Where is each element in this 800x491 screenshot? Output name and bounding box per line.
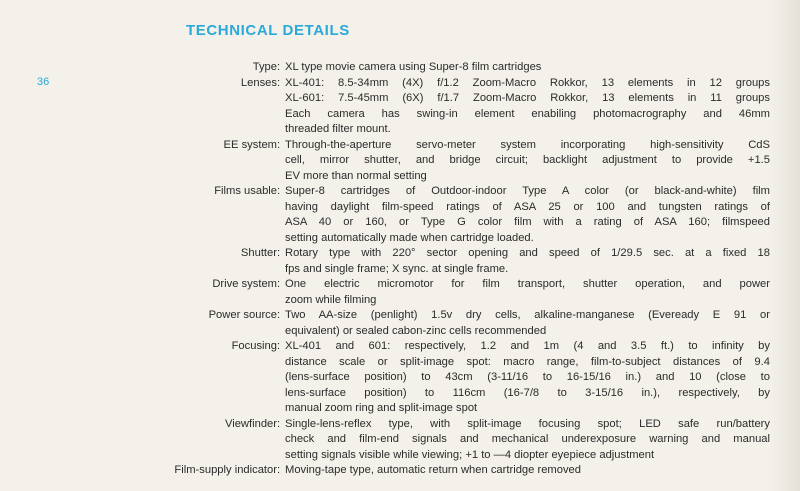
spec-value-line: Rotary type with 220° sector opening and speed of 1/29.5 sec. at a fixed 18	[285, 247, 770, 259]
page-number: 36	[37, 76, 50, 88]
spec-label: Shutter	[240, 247, 277, 259]
spec-value-line: Two AA-size (penlight) 1.5v dry cells, alkaline-manganese (Eveready E 91 or	[285, 309, 770, 321]
spec-value-line: XL-401: 8.5-34mm (4X) f/1.2 Zoom-Macro Rokkor, 13 elements in 12 groups	[285, 76, 770, 89]
spec-value-line: XL type movie camera using Super-8 film cartridges	[285, 61, 542, 73]
spec-colon: :	[277, 247, 281, 259]
spec-label: Type	[252, 61, 277, 73]
spec-value-line: setting automatically made when cartridge loaded.	[285, 231, 534, 244]
spec-value	[285, 60, 770, 76]
spec-row	[0, 246, 780, 277]
spec-value	[285, 308, 770, 339]
spec-value-line: having daylight film-speed ratings of ASA 25 or 100 and tungsten ratings of	[285, 200, 770, 213]
spec-row	[0, 463, 780, 479]
spec-value-line: XL-401 and 601: respectively, 1.2 and 1m (4 and 3.5 ft.) to infinity by	[285, 340, 770, 352]
spec-value	[285, 184, 770, 246]
spec-value-line: fps and single frame; X sync. at single frame.	[285, 262, 509, 275]
spec-value-line: check and film-end signals and mechanical underexposure warning and manual	[285, 433, 770, 445]
spec-colon: :	[277, 309, 281, 321]
spec-colon: :	[277, 138, 281, 151]
spec-value-line: ASA 40 or 160, or Type G color film with a rating of ASA 160; filmspeed	[285, 216, 770, 228]
spec-value-line: zoom while filming	[285, 293, 377, 306]
spec-value-line: lens-surface position) to 116cm (16-7/8 to 3-15/16 in.), respectively, by	[285, 386, 770, 399]
spec-label: Power source	[208, 309, 277, 321]
spec-value	[285, 463, 770, 479]
spec-value-line: Super-8 cartridges of Outdoor-indoor Type A color (or black-and-white) film	[285, 185, 770, 197]
spec-colon: :	[277, 61, 281, 73]
spec-row	[0, 417, 780, 464]
spec-value	[285, 246, 770, 277]
spec-colon: :	[277, 340, 281, 352]
spec-value-line: distance scale or split-image spot: macro range, film-to-subject distances of 9.4	[285, 355, 770, 368]
spec-label: Lenses	[240, 76, 277, 89]
spec-colon: :	[277, 76, 281, 89]
spec-value	[285, 417, 770, 464]
spec-label: EE system	[223, 138, 277, 151]
spec-row	[0, 184, 780, 246]
spec-colon: :	[277, 278, 281, 290]
spec-label: Drive system	[212, 278, 277, 290]
spec-value-line: EV more than normal setting	[285, 169, 427, 182]
spec-value-line: cell, mirror shutter, and bridge circuit; backlight adjustment to provide +1.5	[285, 154, 770, 166]
spec-list	[0, 60, 780, 479]
spec-value-line: Moving-tape type, automatic return when cartridge removed	[285, 464, 581, 476]
spec-label: Viewfinder	[224, 417, 277, 430]
spec-value	[285, 277, 770, 308]
spec-row	[0, 138, 780, 185]
spec-label: Focusing	[231, 340, 277, 352]
spec-colon: :	[277, 464, 281, 476]
spec-value-line: equivalent) or sealed cabon-zinc cells recommended	[285, 324, 547, 337]
spec-row	[0, 76, 780, 138]
spec-value	[285, 76, 770, 138]
spec-value	[285, 138, 770, 185]
spec-label: Film-supply indicator	[174, 464, 277, 476]
spec-value-line: threaded filter mount.	[285, 123, 391, 135]
spec-value-line: Single-lens-reflex type, with split-image focusing spot; LED safe run/battery	[285, 417, 770, 430]
spec-row	[0, 277, 780, 308]
spec-label: Films usable	[214, 185, 277, 197]
spec-colon: :	[277, 185, 281, 197]
spec-value-line: XL-601: 7.5-45mm (6X) f/1.7 Zoom-Macro Rokkor, 13 elements in 11 groups	[285, 92, 770, 104]
spec-row	[0, 308, 780, 339]
spec-value-line: (lens-surface position) to 43cm (3-11/16 to 16-15/16 in.) and 10 (close to	[285, 371, 770, 383]
spec-value-line: Through-the-aperture servo-meter system incorporating high-sensitivity CdS	[285, 138, 770, 151]
spec-value	[285, 339, 770, 417]
spec-row	[0, 60, 780, 76]
spec-colon: :	[277, 417, 281, 430]
spec-value-line: manual zoom ring and split-image spot	[285, 402, 478, 414]
spec-value-line: One electric micromotor for film transport, shutter operation, and power	[285, 278, 770, 290]
page-title: TECHNICAL DETAILS	[186, 22, 350, 39]
spec-value-line: Each camera has swing-in element enabiling photomacrography and 46mm	[285, 107, 770, 120]
spec-value-line: setting signals visible while viewing; +1 to —4 diopter eyepiece adjustment	[285, 448, 655, 461]
spec-row	[0, 339, 780, 417]
